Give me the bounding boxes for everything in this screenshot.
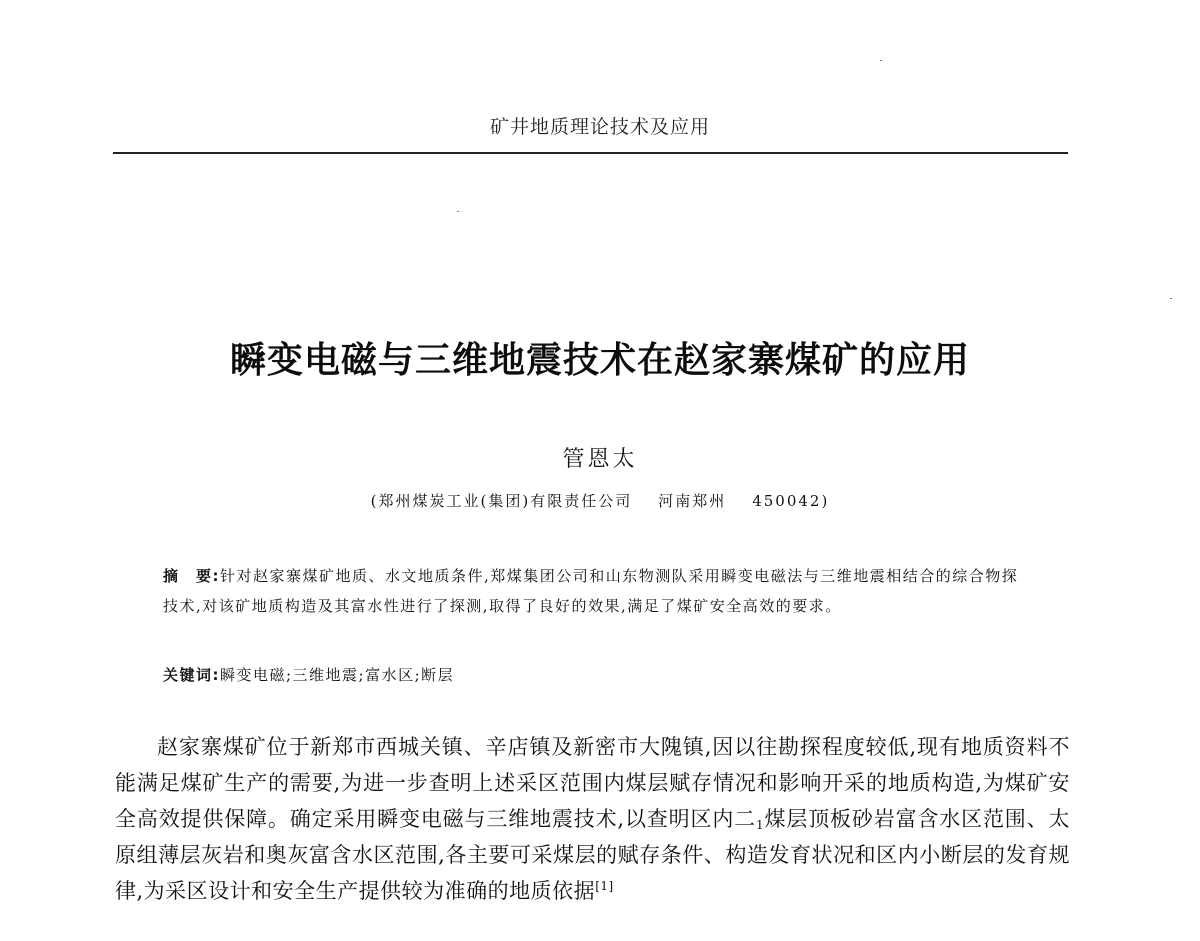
affiliation-organization: (郑州煤炭工业(集团)有限责任公司 bbox=[370, 492, 633, 510]
affiliation-postal-code: 450042) bbox=[752, 492, 830, 510]
paper-title: 瞬变电磁与三维地震技术在赵家寨煤矿的应用 bbox=[229, 340, 970, 381]
author-name: 管恩太 bbox=[562, 447, 638, 472]
scan-speck bbox=[880, 60, 882, 61]
affiliation-location: 河南郑州 bbox=[658, 492, 727, 510]
abstract-label: 摘 要: bbox=[163, 567, 220, 585]
keywords-label: 关键词: bbox=[163, 666, 220, 684]
running-header: 矿井地质理论技术及应用 bbox=[489, 116, 710, 138]
body-paragraph bbox=[115, 729, 1070, 909]
header-rule bbox=[113, 152, 1068, 154]
seam-subscript: 1 bbox=[756, 818, 765, 832]
abstract-text: 针对赵家寨煤矿地质、水文地质条件,郑煤集团公司和山东物测队采用瞬变电磁法与三维地震相结合的综合物探技术,对该矿地质构造及其富水性进行了探测,取得了良好的效果,满足了煤矿安全高效的要求。 bbox=[163, 567, 1019, 615]
keywords bbox=[163, 660, 1023, 690]
body-text-part2: 煤层顶板砂岩富含水区范围、太原组薄层灰岩和奥灰富含水区范围,各主要可采煤层的赋存条件、构造发育状况和区内小断层的发育规律,为采区设计和安全生产提供较为准确的地质依据 bbox=[115, 807, 1070, 903]
scan-speck bbox=[1170, 298, 1172, 299]
affiliation bbox=[0, 487, 1200, 515]
citation-reference: [1] bbox=[595, 879, 614, 893]
keywords-text: 瞬变电磁;三维地震;富水区;断层 bbox=[220, 666, 455, 684]
abstract bbox=[163, 561, 1023, 621]
body-text-part1: 赵家寨煤矿位于新郑市西城关镇、辛店镇及新密市大隗镇,因以往勘探程度较低,现有地质资料不能满足煤矿生产的需要,为进一步查明上述采区范围内煤层赋存情况和影响开采的地质构造,为煤矿安全高效提供保障。确定采用瞬变电磁与三维地震技术,以查明区内二 bbox=[115, 735, 1070, 831]
scan-speck bbox=[457, 211, 459, 212]
